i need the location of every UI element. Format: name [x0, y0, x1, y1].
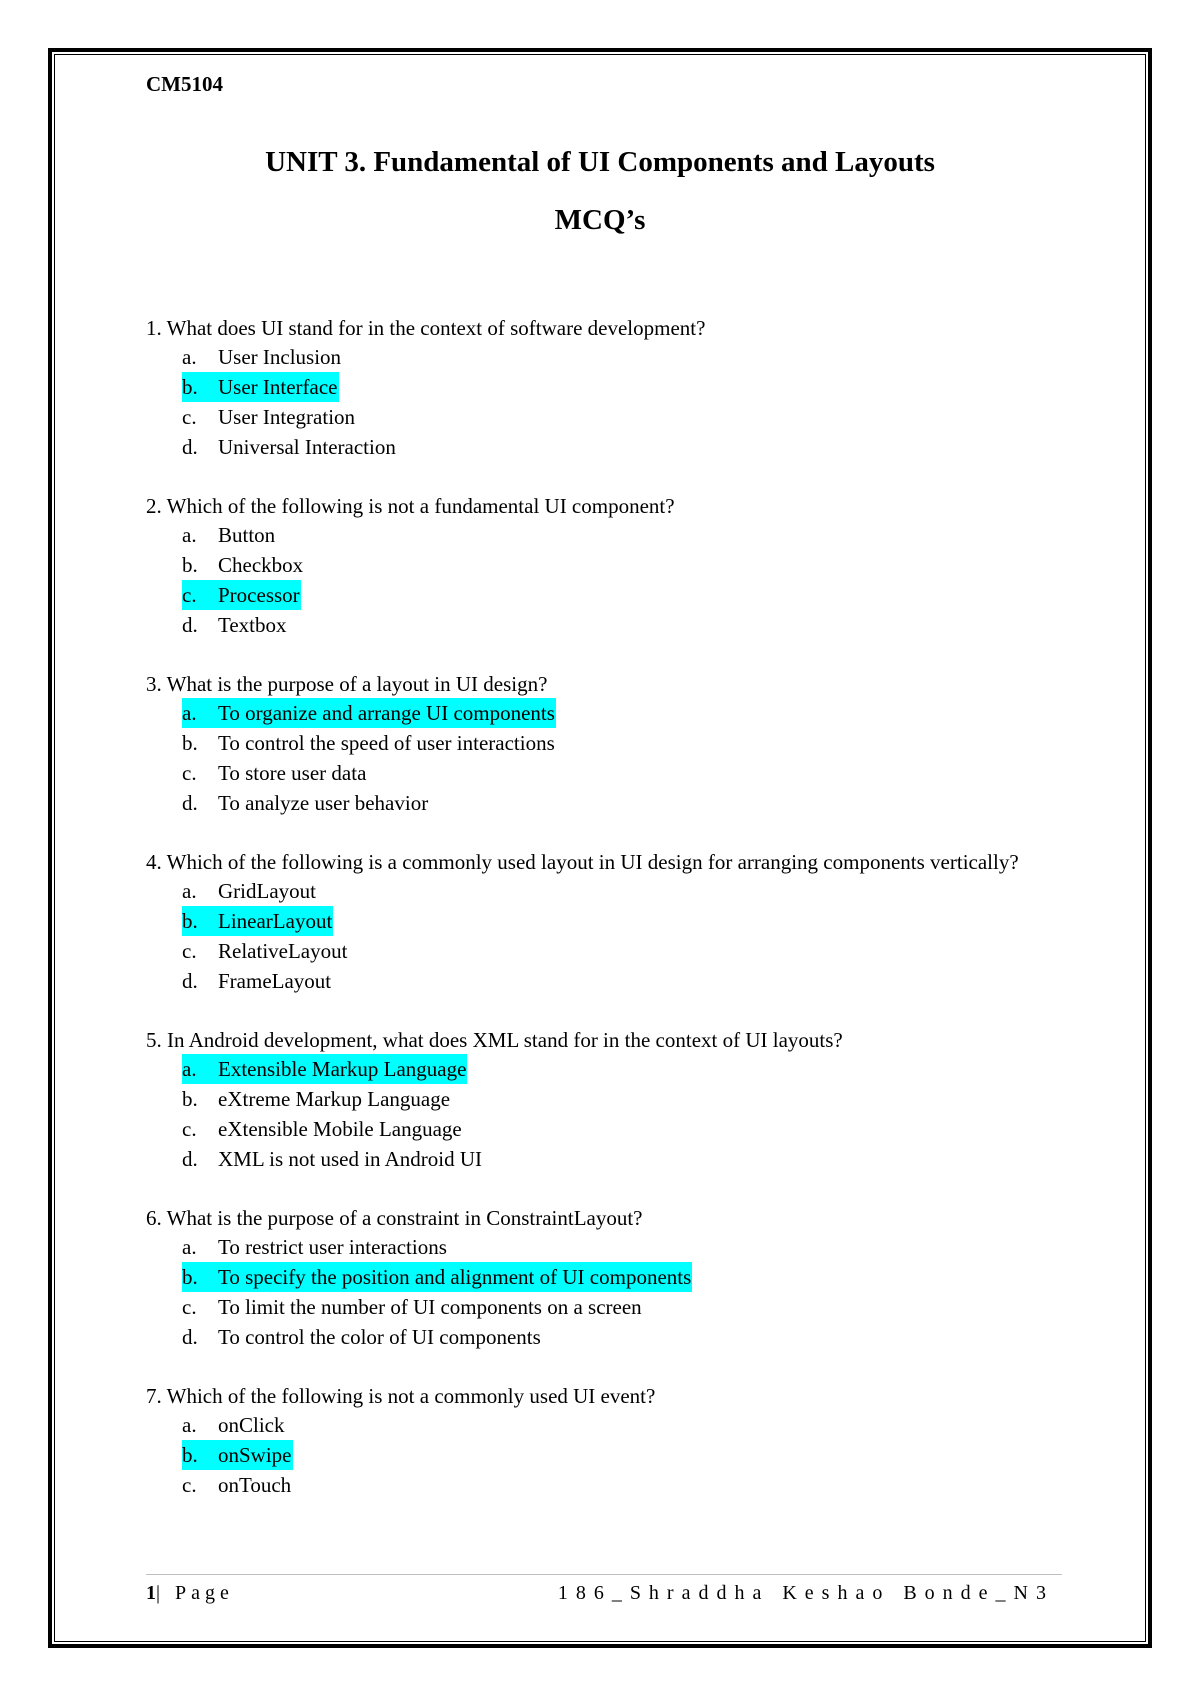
- answer-option-content: [182, 1292, 643, 1322]
- footer-author: 186_Shraddha Keshao Bonde_N3: [557, 1582, 1054, 1604]
- answer-option: [146, 1440, 1066, 1470]
- option-letter: d.: [182, 1147, 198, 1171]
- answer-option-content: [182, 1084, 451, 1114]
- option-text: onTouch: [218, 1473, 292, 1497]
- option-letter: b.: [182, 375, 198, 399]
- option-letter: d.: [182, 1325, 198, 1349]
- question-3: [146, 670, 1066, 818]
- question-text: 4. Which of the following is a commonly used layout in UI design for arranging components vertically?: [146, 850, 1019, 874]
- option-text: To restrict user interactions: [218, 1235, 447, 1259]
- option-letter: a.: [182, 701, 197, 725]
- option-text: Processor: [218, 583, 300, 607]
- page-title: UNIT 3. Fundamental of UI Components and Layouts: [265, 146, 935, 178]
- answer-option-content: [182, 1470, 292, 1500]
- option-text: To control the color of UI components: [218, 1325, 541, 1349]
- option-letter: c.: [182, 583, 197, 607]
- answer-option: [146, 372, 1066, 402]
- option-letter: b.: [182, 553, 198, 577]
- answer-option: [146, 1410, 1066, 1440]
- option-text: To specify the position and alignment of UI components: [218, 1265, 692, 1289]
- answer-option: [146, 1262, 1066, 1292]
- question-list: [146, 314, 1066, 1530]
- page-number: 1: [146, 1582, 156, 1604]
- answer-option: [146, 966, 1066, 996]
- option-text: XML is not used in Android UI: [218, 1147, 483, 1171]
- answer-option-content: [182, 1410, 286, 1440]
- option-letter: a.: [182, 523, 197, 547]
- option-letter: c.: [182, 1295, 197, 1319]
- answer-option: [146, 1084, 1066, 1114]
- answer-option-content: [182, 342, 342, 372]
- answer-option: [146, 936, 1066, 966]
- answer-option: [146, 1322, 1066, 1352]
- answer-option-content: [182, 876, 317, 906]
- option-text: Checkbox: [218, 553, 304, 577]
- option-text: Button: [218, 523, 276, 547]
- option-letter: a.: [182, 345, 197, 369]
- option-letter: c.: [182, 1117, 197, 1141]
- answer-option-content: [182, 402, 356, 432]
- option-text: Extensible Markup Language: [218, 1057, 467, 1081]
- answer-option-content: [182, 1144, 483, 1174]
- answer-option: [146, 1054, 1066, 1084]
- option-letter: a.: [182, 1057, 197, 1081]
- option-letter: a.: [182, 879, 197, 903]
- answer-option: [146, 758, 1066, 788]
- answer-option-content: [182, 966, 332, 996]
- question-5: [146, 1026, 1066, 1174]
- option-letter: c.: [182, 761, 197, 785]
- answer-option-content: [182, 520, 276, 550]
- option-letter: a.: [182, 1235, 197, 1259]
- option-letter: d.: [182, 435, 198, 459]
- answer-option: [146, 402, 1066, 432]
- page-subtitle: MCQ’s: [554, 204, 646, 236]
- option-letter: b.: [182, 909, 198, 933]
- answer-option: [146, 906, 1066, 936]
- option-text: eXtreme Markup Language: [218, 1087, 451, 1111]
- answer-option: [146, 1292, 1066, 1322]
- answer-option: [146, 698, 1066, 728]
- option-text: User Inclusion: [218, 345, 342, 369]
- option-text: User Integration: [218, 405, 356, 429]
- correct-answer-highlight: [182, 1440, 293, 1470]
- correct-answer-highlight: [182, 1054, 467, 1084]
- option-text: GridLayout: [218, 879, 316, 903]
- answer-option: [146, 580, 1066, 610]
- answer-option: [146, 1232, 1066, 1262]
- correct-answer-highlight: [182, 698, 556, 728]
- option-text: To control the speed of user interactions: [218, 731, 555, 755]
- answer-option: [146, 520, 1066, 550]
- answer-option: [146, 432, 1066, 462]
- answer-option-content: [182, 1322, 542, 1352]
- answer-option: [146, 610, 1066, 640]
- option-text: LinearLayout: [218, 909, 333, 933]
- option-text: To store user data: [218, 761, 367, 785]
- option-letter: b.: [182, 1265, 198, 1289]
- option-text: To organize and arrange UI components: [218, 701, 555, 725]
- answer-option: [146, 728, 1066, 758]
- answer-option-content: [182, 1114, 463, 1144]
- correct-answer-highlight: [182, 580, 301, 610]
- option-text: RelativeLayout: [218, 939, 348, 963]
- answer-option: [146, 550, 1066, 580]
- answer-option: [146, 1470, 1066, 1500]
- question-1: [146, 314, 1066, 462]
- option-text: onClick: [218, 1413, 285, 1437]
- answer-option-content: [182, 728, 556, 758]
- question-6: [146, 1204, 1066, 1352]
- question-7: [146, 1382, 1066, 1500]
- option-text: Universal Interaction: [218, 435, 396, 459]
- answer-option-content: [182, 550, 304, 580]
- option-letter: c.: [182, 939, 197, 963]
- question-text: 7. Which of the following is not a commonly used UI event?: [146, 1384, 656, 1408]
- option-letter: d.: [182, 613, 198, 637]
- correct-answer-highlight: [182, 906, 333, 936]
- answer-option-content: [182, 788, 429, 818]
- option-letter: c.: [182, 1473, 197, 1497]
- option-text: eXtensible Mobile Language: [218, 1117, 462, 1141]
- question-4: [146, 848, 1066, 996]
- answer-option: [146, 788, 1066, 818]
- option-letter: b.: [182, 1087, 198, 1111]
- correct-answer-highlight: [182, 1262, 692, 1292]
- option-letter: d.: [182, 791, 198, 815]
- option-text: To limit the number of UI components on a screen: [218, 1295, 642, 1319]
- answer-option-content: [182, 758, 367, 788]
- question-text: 1. What does UI stand for in the context of software development?: [146, 316, 706, 340]
- option-letter: d.: [182, 969, 198, 993]
- option-letter: a.: [182, 1413, 197, 1437]
- answer-option: [146, 342, 1066, 372]
- question-text: 2. Which of the following is not a fundamental UI component?: [146, 494, 675, 518]
- answer-option: [146, 876, 1066, 906]
- correct-answer-highlight: [182, 372, 339, 402]
- footer-divider: [146, 1574, 1062, 1575]
- option-letter: b.: [182, 731, 198, 755]
- question-text: 5. In Android development, what does XML stand for in the context of UI layouts?: [146, 1028, 843, 1052]
- footer-page-label: [146, 1582, 234, 1605]
- answer-option-content: [182, 432, 397, 462]
- answer-option: [146, 1144, 1066, 1174]
- option-text: FrameLayout: [218, 969, 332, 993]
- question-text: 6. What is the purpose of a constraint in ConstraintLayout?: [146, 1206, 643, 1230]
- option-text: User Interface: [218, 375, 338, 399]
- answer-option-content: [182, 1232, 448, 1262]
- option-letter: b.: [182, 1443, 198, 1467]
- answer-option-content: [182, 610, 288, 640]
- option-letter: c.: [182, 405, 197, 429]
- answer-option: [146, 1114, 1066, 1144]
- course-code: CM5104: [146, 72, 223, 96]
- question-2: [146, 492, 1066, 640]
- option-text: onSwipe: [218, 1443, 292, 1467]
- page-label-text: | Page: [156, 1582, 234, 1604]
- question-text: 3. What is the purpose of a layout in UI design?: [146, 672, 548, 696]
- option-text: Textbox: [218, 613, 287, 637]
- answer-option-content: [182, 936, 348, 966]
- option-text: To analyze user behavior: [218, 791, 429, 815]
